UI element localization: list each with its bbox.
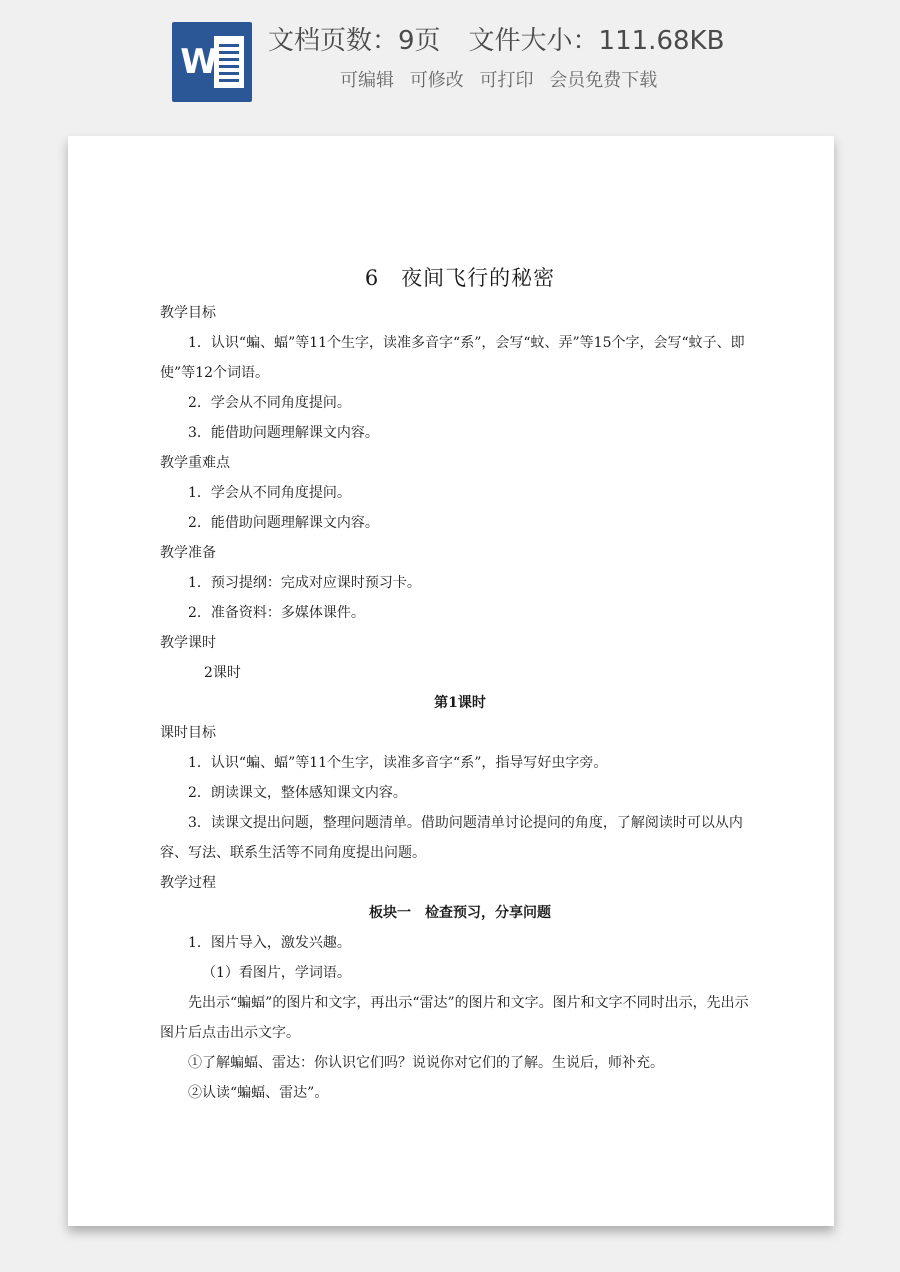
paragraph: （1）看图片，学词语。 xyxy=(202,965,351,981)
paragraph: 2．准备资料：多媒体课件。 xyxy=(188,605,365,621)
file-meta xyxy=(268,20,752,57)
document-lines-icon xyxy=(214,36,244,88)
paragraph: 1．预习提纲：完成对应课时预习卡。 xyxy=(188,575,421,591)
document-body xyxy=(160,258,760,1108)
word-document-icon xyxy=(172,22,252,102)
subsection-heading: 第1课时 xyxy=(434,695,486,711)
paragraph: 3．读课文提出问题，整理问题清单。借助问题清单讨论提问的角度，了解阅读时可以从内容、写法、联系生活等不同角度提出问题。 xyxy=(160,815,743,861)
paragraph: ②认读“蝙蝠、雷达”。 xyxy=(188,1085,329,1101)
paragraph: 1．认识“蝙、蝠”等11个生字，读准多音字“系”，会写“蚊、弄”等15个字，会写“蚊子、即使”等12个词语。 xyxy=(160,335,745,381)
paragraph: 先出示“蝙蝠”的图片和文字，再出示“雷达”的图片和文字。图片和文字不同时出示，先出示图片后点击出示文字。 xyxy=(160,995,749,1041)
paragraph: 1．学会从不同角度提问。 xyxy=(188,485,351,501)
file-size: 文件大小：111.68KB xyxy=(468,26,725,56)
section-heading: 教学过程 xyxy=(160,875,216,891)
section-heading: 教学重难点 xyxy=(160,455,230,471)
section-heading: 课时目标 xyxy=(160,725,216,741)
paragraph: 3．能借助问题理解课文内容。 xyxy=(188,425,379,441)
document-page xyxy=(68,136,834,1226)
feature-tags xyxy=(340,66,667,92)
paragraph: 2课时 xyxy=(204,665,241,681)
paragraph: 1．认识“蝙、蝠”等11个生字，读准多音字“系”，指导写好虫字旁。 xyxy=(188,755,608,771)
paragraph: 2．学会从不同角度提问。 xyxy=(188,395,351,411)
download-banner xyxy=(0,0,900,135)
tag-modifiable: 可修改 xyxy=(409,70,464,91)
section-heading: 教学准备 xyxy=(160,545,216,561)
page-count: 文档页数：9页 xyxy=(268,26,441,56)
tag-editable: 可编辑 xyxy=(340,70,394,91)
document-title: 6 夜间飞行的秘密 xyxy=(364,266,556,290)
tag-member-download: 会员免费下载 xyxy=(549,70,658,91)
subsection-heading: 板块一 检查预习，分享问题 xyxy=(369,905,551,921)
paragraph: 1．图片导入，激发兴趣。 xyxy=(188,935,351,951)
paragraph: 2．朗读课文，整体感知课文内容。 xyxy=(188,785,407,801)
tag-printable: 可打印 xyxy=(479,70,534,91)
word-letter: W xyxy=(180,42,218,82)
section-heading: 教学目标 xyxy=(160,305,216,321)
paragraph: 2．能借助问题理解课文内容。 xyxy=(188,515,379,531)
section-heading: 教学课时 xyxy=(160,635,216,651)
paragraph: ①了解蝙蝠、雷达：你认识它们吗？说说你对它们的了解。生说后，师补充。 xyxy=(188,1055,664,1071)
